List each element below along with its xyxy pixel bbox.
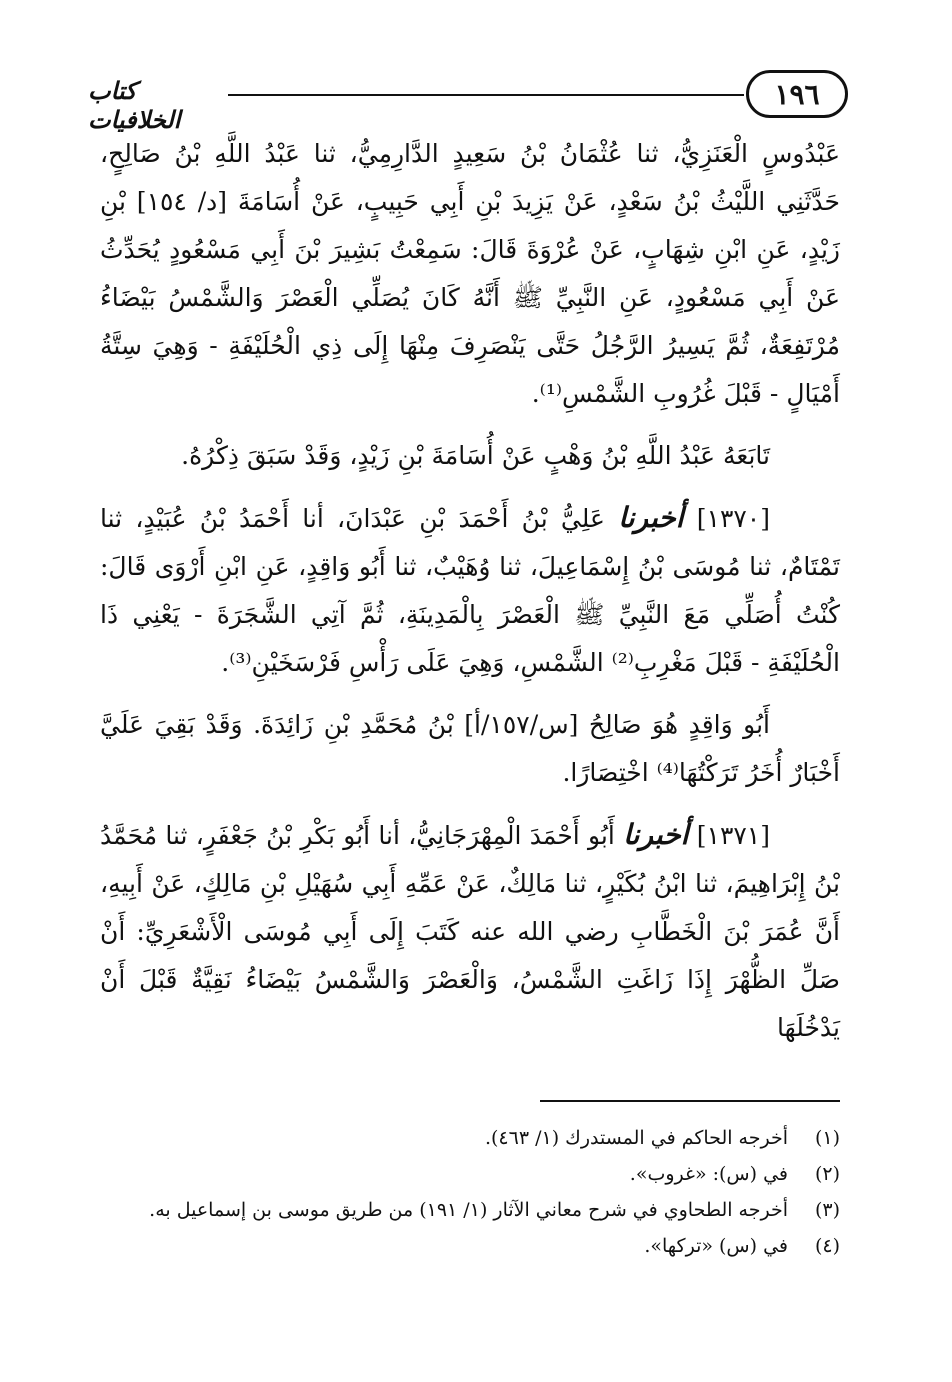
footnote [100,1120,840,1156]
footnote-text: في (س): «غروب». [629,1163,788,1185]
book-title: كتاب الخلافيات [88,76,181,134]
hadith-1370 [100,494,840,687]
footnote-number: (٢) [814,1163,840,1185]
header-rule [228,94,744,96]
hadith-number: [١٣٧١] [696,821,770,850]
page-number: ١٩٦ [746,70,848,118]
footnote-divider [540,1100,840,1102]
footnotes [100,1120,840,1264]
footnote [100,1192,840,1228]
hadith-number: [١٣٧٠] [696,504,770,533]
footnote [100,1156,840,1192]
akhbarana-label: أخبرنا [618,501,684,534]
page-header [88,70,848,134]
paragraph-continuation: عَبْدُوسٍ الْعَنَزِيُّ، ثنا عُثْمَانُ بْنُ سَعِيدٍ الدَّارِمِيُّ، ثنا عَبْدُ اللَّهِ بْنُ صَالِحٍ، حَدَّثَنِي اللَّيْثُ بْنُ سَعْدٍ، عَنْ يَزِيدَ بْنِ أَبِي حَبِيبٍ، عَنْ أُسَامَةَ [د/ ١٥٤] بْنِ زَيْدٍ، عَنِ ابْنِ شِهَابٍ، عَنْ عُرْوَةَ قَالَ: سَمِعْتُ بَشِيرَ بْنَ أَبِي مَسْعُودٍ يُحَدِّثُ عَنْ أَبِي مَسْعُودٍ، عَنِ النَّبِيِّ ﷺ أَنَّهُ كَانَ يُصَلِّي الْعَصْرَ وَالشَّمْسُ بَيْضَاءُ مُرْتَفِعَةٌ، ثُمَّ يَسِيرُ الرَّجُلُ حَتَّى يَنْصَرِفَ مِنْهَا إِلَى ذِي الْحُلَيْفَةِ - وَهِيَ سِتَّةُ أَمْيَالٍ - قَبْلَ غُرُوبِ الشَّمْسِ⁽¹⁾. [100,139,840,408]
footnote [100,1228,840,1264]
hadith-text: عَلِيُّ بْنُ أَحْمَدَ بْنِ عَبْدَانَ، أنا أَحْمَدُ بْنُ عُبَيْدٍ، ثنا تَمْتَامٌ، ثنا مُوسَى بْنُ إِسْمَاعِيلَ، ثنا وُهَيْبٌ، ثنا أَبُو وَاقِدٍ، عَنِ ابْنِ أَرْوَى قَالَ: كُنْتُ أُصَلِّي مَعَ النَّبِيِّ ﷺ الْعَصْرَ بِالْمَدِينَةِ، ثُمَّ آتِي الشَّجَرَةَ - يَعْنِي ذَا الْحُلَيْفَةِ - قَبْلَ مَغْرِبِ⁽²⁾ الشَّمْسِ، وَهِيَ عَلَى رَأْسِ فَرْسَخَيْنِ⁽³⁾. [100,504,840,677]
footnote-number: (٣) [814,1199,840,1221]
hadith-text: أَبُو أَحْمَدَ الْمِهْرَجَانِيُّ، أنا أَبُو بَكْرِ بْنُ جَعْفَرٍ، ثنا مُحَمَّدُ بْنُ إِبْرَاهِيمَ، ثنا ابْنُ بُكَيْرٍ، ثنا مَالِكٌ، عَنْ عَمِّهِ أَبِي سُهَيْلِ بْنِ مَالِكٍ، عَنْ أَبِيهِ، أَنَّ عُمَرَ بْنَ الْخَطَّابِ رضي الله عنه كَتَبَ إِلَى أَبِي مُوسَى الْأَشْعَرِيِّ: أَنْ صَلِّ الظُّهْرَ إِذَا زَاغَتِ الشَّمْسُ، وَالْعَصْرَ وَالشَّمْسُ بَيْضَاءُ نَقِيَّةٌ قَبْلَ أَنْ يَدْخُلَهَا [100,821,840,1042]
hadith-1371 [100,811,840,1052]
footnote-text: أخرجه الحاكم في المستدرك (١/ ٤٦٣). [484,1127,788,1149]
paragraph-abu-waqid: أَبُو وَاقِدٍ هُوَ صَالِحُ [س/١٥٧/أ] بْنُ مُحَمَّدِ بْنِ زَائِدَةَ. وَقَدْ بَقِيَ عَلَيَّ أَخْبَارٌ أُخَرُ تَرَكْتُهَا⁽⁴⁾ اخْتِصَارًا. [100,710,840,787]
footnote-number: (٤) [814,1235,840,1257]
main-text [100,130,840,1066]
akhbarana-label: أخبرنا [623,818,689,851]
footnote-text: في (س) «تركها». [644,1235,788,1257]
paragraph-tabaahu: تَابَعَهُ عَبْدُ اللَّهِ بْنُ وَهْبٍ عَنْ أُسَامَةَ بْنِ زَيْدٍ، وَقَدْ سَبَقَ ذِكْرُهُ. [181,441,770,470]
footnote-text: أخرجه الطحاوي في شرح معاني الآثار (١/ ١٩١) من طريق موسى بن إسماعيل به. [149,1199,788,1221]
footnote-number: (١) [814,1127,840,1149]
